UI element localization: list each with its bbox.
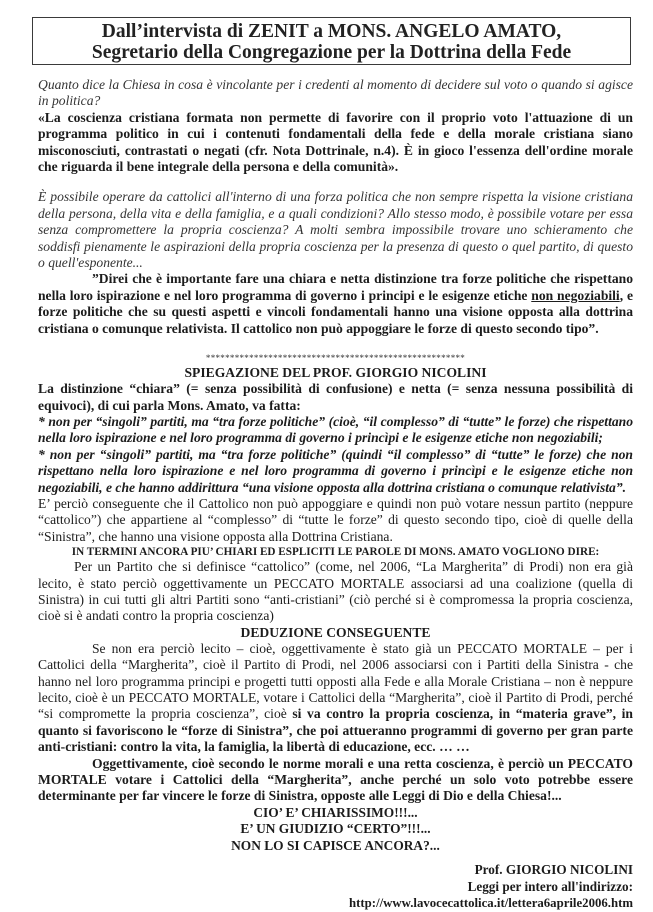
separator-stars: ****************************************************** xyxy=(205,353,466,364)
answer-2-underlined: non negoziabili xyxy=(531,287,620,303)
explanation-paragraph xyxy=(38,559,633,625)
interview-question-1: Quanto dice la Chiesa in cosa è vincolante per i credenti al momento di decidere sul voto o quando si agisce in politica? xyxy=(38,77,633,109)
exclamation-2: E’ UN GIUDIZIO “CERTO”!!!... xyxy=(240,821,431,837)
title-box xyxy=(32,17,631,65)
answer-2-part-1: ”Direi che è importante fare una chiara e netta distinzione tra forze politiche che rispettano nella loro ispirazione e nel loro programma di governo i principi e le esigenze etiche xyxy=(38,271,633,303)
interview-question-2: È possibile operare da cattolici all'interno di una forza politica che non sempre rispetta la visione cristiana della persona, della vita e della famiglia, e a quali condizioni? Allo stesso modo, è possibile votare per essa senza compromettere la propria coscienza? A molti sembra impossibile trovare uno schieramento che soddisfi pienamente le aspirazioni della propria coscienza per la presenza di questo o quel partito, di questo o quell'esponente... xyxy=(38,189,633,271)
exclamation-1: CIO’ E’ CHIARISSIMO!!!... xyxy=(253,804,418,820)
interview-answer-1: «La coscienza cristiana formata non permette di favorire con il proprio voto l'attuazione di un programma politico in cui i contenuti fondamentali della fede e della morale cristiana siano misconosciuti, contrastati o negati (cfr. Nota Dottrinale, n.4). È in gioco l'essenza dell'ordine morale che riguarda il bene integrale della persona e della comunità». xyxy=(38,109,633,175)
explanation-bullet-1: * non per “singoli” partiti, ma “tra forze politiche” (cioè, “il complesso” di “tutte” le forze) che rispettano nella loro ispirazione e nel loro programma di governo i princìpi e le esigenze etiche non negoziabili; xyxy=(38,413,633,446)
deduction-bold-text: si va contro la propria coscienza, in “materia grave”, in quanto si favoriscono le “forze di Sinistra”, che poi attueranno programmi di governo per gran parte anti-cristiani: contro la vita, la famiglia, la libertà di educazione, ecc. … … xyxy=(38,706,633,755)
deduction-heading: DEDUZIONE CONSEGUENTE xyxy=(240,624,431,640)
explanation-bullet-2: * non per “singoli” partiti, ma “tra forze politiche” (quindi “il complesso” di “tutte” le forze) che non rispettano nella loro ispirazione e nel loro programma di governo i princìpi e le esigenze etiche non negoziabili, e che hanno addirittura “una visione opposta alla dottrina cristiana o comunque relativista”. xyxy=(38,446,633,495)
title-line-2: Segretario della Congregazione per la Dottrina della Fede xyxy=(91,42,572,63)
signature-read-more: Leggi per intero all'indirizzo: xyxy=(467,878,633,894)
title-line-1: Dall’intervista di ZENIT a MONS. ANGELO AMATO, xyxy=(101,21,562,42)
signature-author: Prof. GIORGIO NICOLINI xyxy=(474,862,633,878)
deduction-paragraph-2: Oggettivamente, cioè secondo le norme morali e una retta coscienza, è perciò un PECCATO MORTALE votare i Cattolici della “Margherita”, anche perché un solo voto potrebbe essere determinante per far vincere le forze di Sinistra, opposte alle Leggi di Dio e della Chiesa!... xyxy=(38,755,633,804)
interview-answer-2 xyxy=(38,271,633,337)
deduction-paragraph-1 xyxy=(38,641,633,756)
explanation-consequence: E’ perciò conseguente che il Cattolico non può appoggiare e quindi non può votare nessun partito (neppure “cattolico”) che appartiene al “complesso” di “tutte le forze” di questo secondo tipo, cioè di quelle della “Sinistra”, che hanno una visione opposta alla Dottrina Cristiana. xyxy=(38,495,633,544)
answer-2-part-2: , e forze politiche che su questi aspetti e vincoli fondamentali hanno una visione opposta alla dottrina cristiana o comunque relativista. Il cattolico non può appoggiare le forze di questo secondo tipo”. xyxy=(38,287,633,336)
explanation-subheading: IN TERMINI ANCORA PIU’ CHIARI ED ESPLICITI LE PAROLE DI MONS. AMATO VOGLIONO DIRE: xyxy=(71,546,600,559)
deduction-plain-text: Se non era perciò lecito – cioè, oggettivamente è stato già un PECCATO MORTALE – per i Cattolici della “Margherita”, cioè il Partito di Prodi, nel 2006 associarsi con i Partiti della Sinistra - che hanno nel loro programma principi e progetti tutti opposti alla Fede e alla Morale Cristiana – non è neppure lecito, cioè è un PECCATO MORTALE, votare i Cattolici della “Margherita”, cioè il Partito di Prodi, perché “si compromette la propria coscienza”, cioè xyxy=(38,640,633,722)
exclamation-3: NON LO SI CAPISCE ANCORA?... xyxy=(231,837,440,853)
explanation-heading: SPIEGAZIONE DEL PROF. GIORGIO NICOLINI xyxy=(184,365,487,381)
document-body xyxy=(38,77,633,912)
signature-url: http://www.lavocecattolica.it/lettera6aprile2006.htm xyxy=(349,896,633,911)
paragraph-rest: associarsi ad una coalizione (quella di Sinistra) in cui tutti gli altri Partiti sono “anti-cristiani” (ciò perché si è compromessa la propria coscienza, cioè si è andati contro la propria coscienza) xyxy=(38,575,633,624)
explanation-intro: La distinzione “chiara” (= senza possibilità di confusione) e netta (= senza nessuna possibilità di equivoci), di cui parla Mons. Amato, va fatta: xyxy=(38,381,633,413)
paragraph-line-1: Per un Partito che si definisce “cattolico” (come, nel 2006, “La Margherita” di Prodi) non era già lecito, è stato perciò oggettivamente un PECCATO MORTALE xyxy=(38,559,633,591)
